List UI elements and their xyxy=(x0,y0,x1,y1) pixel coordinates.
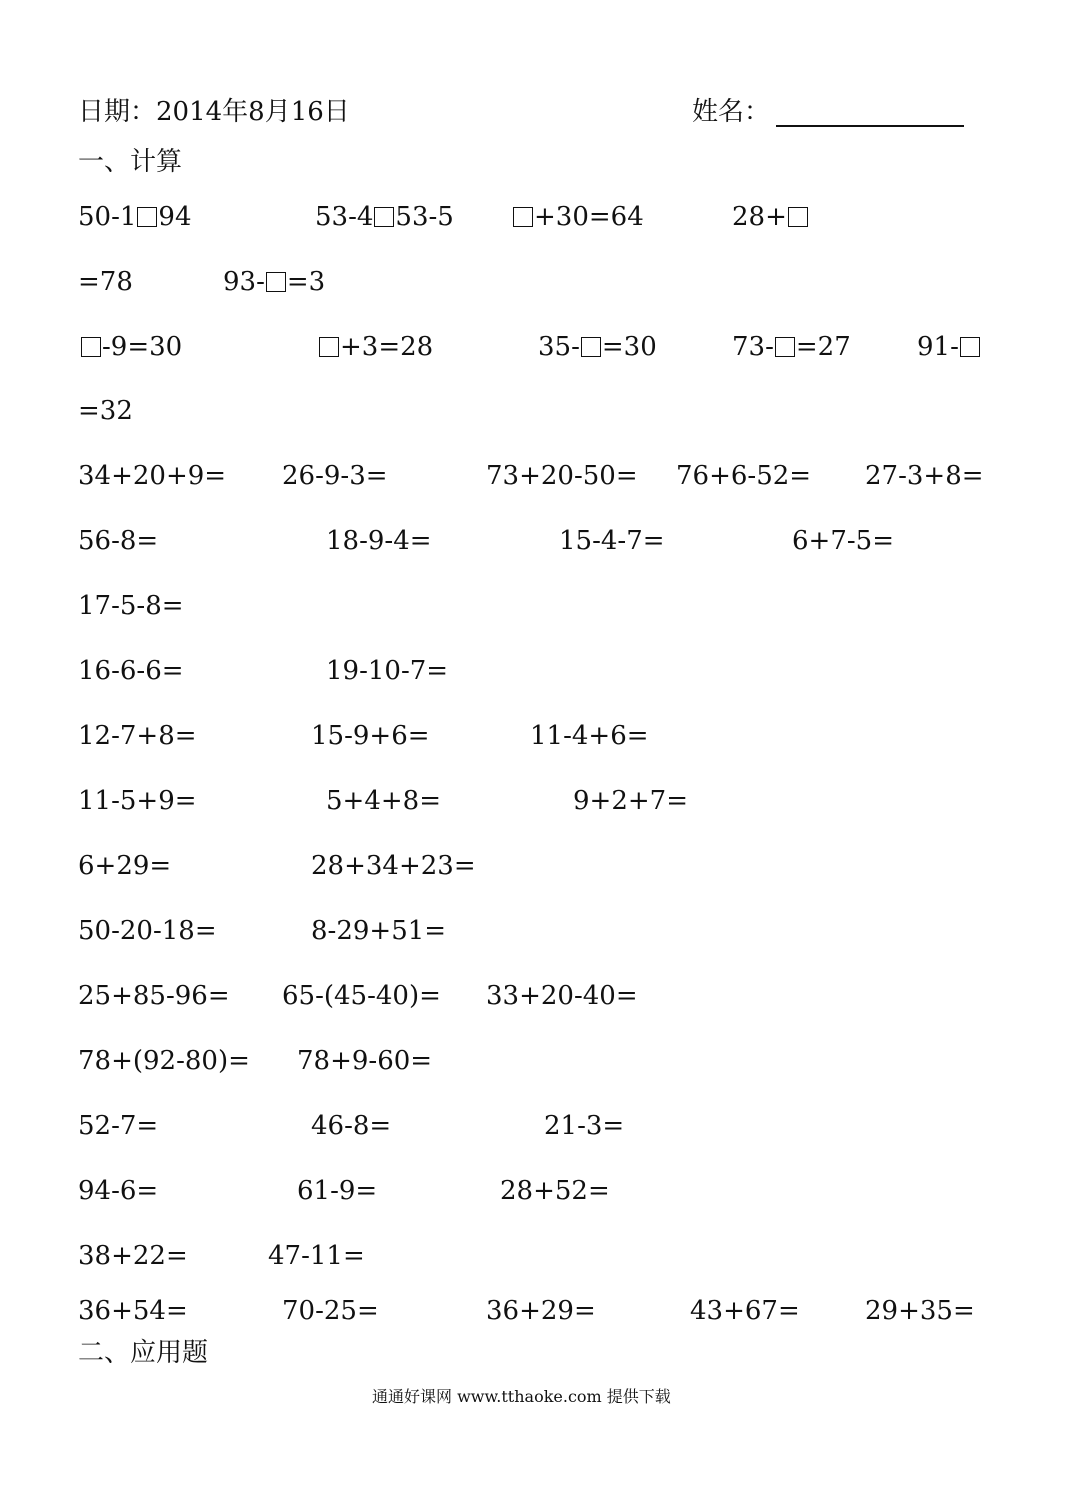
problem: 36+29= xyxy=(486,1296,596,1326)
problem: 27-3+8= xyxy=(865,461,984,491)
problem: 52-7= xyxy=(78,1111,159,1141)
problem-text: =27 xyxy=(795,332,851,362)
problem-text: 53-4 xyxy=(315,202,374,232)
problem-text: -9=30 xyxy=(102,332,183,362)
problem: 73+20-50= xyxy=(486,461,638,491)
problem: 43+67= xyxy=(690,1296,800,1326)
section-title-calculation: 一、计算 xyxy=(78,147,183,177)
problem: 50-20-18= xyxy=(78,916,217,946)
problem: 16-6-6= xyxy=(78,656,184,686)
answer-box[interactable] xyxy=(513,207,533,227)
problem: 29+35= xyxy=(865,1296,975,1326)
problem-text: 93- xyxy=(223,267,265,297)
problem-text: 50-1 xyxy=(78,202,137,232)
section-title-word-problems: 二、应用题 xyxy=(78,1338,209,1368)
problem: 46-8= xyxy=(311,1111,392,1141)
answer-box[interactable] xyxy=(266,272,286,292)
problem-text: 91- xyxy=(917,332,959,362)
problem: 5+4+8= xyxy=(326,786,441,816)
name-label: 姓名： xyxy=(692,97,771,127)
problem xyxy=(917,332,981,362)
answer-box[interactable] xyxy=(960,337,980,357)
problem: 19-10-7= xyxy=(326,656,449,686)
problem: 28+52= xyxy=(500,1176,610,1206)
problem xyxy=(78,202,192,232)
problem: 56-8= xyxy=(78,526,159,556)
problem-text: 28+ xyxy=(732,202,787,232)
problem: 28+34+23= xyxy=(311,851,476,881)
problem-text: 53-5 xyxy=(395,202,454,232)
problem: 6+7-5= xyxy=(792,526,894,556)
problem: 78+(92-80)= xyxy=(78,1046,250,1076)
problem-text: 94 xyxy=(158,202,192,232)
problem: 12-7+8= xyxy=(78,721,197,751)
footer-source: 通通好课网 www.tthaoke.com 提供下载 xyxy=(372,1387,671,1406)
problem: 11-4+6= xyxy=(530,721,649,751)
problem: 21-3= xyxy=(544,1111,625,1141)
problem: 94-6= xyxy=(78,1176,159,1206)
problem: 9+2+7= xyxy=(573,786,688,816)
problem: 36+54= xyxy=(78,1296,188,1326)
problem xyxy=(512,202,644,232)
problem-text: 35- xyxy=(538,332,580,362)
problem-text: =30 xyxy=(601,332,657,362)
problem: 70-25= xyxy=(282,1296,379,1326)
name-blank-line[interactable] xyxy=(776,125,964,127)
problem: 47-11= xyxy=(268,1241,365,1271)
problem: 18-9-4= xyxy=(326,526,432,556)
problem xyxy=(732,332,851,362)
problem: 17-5-8= xyxy=(78,591,184,621)
answer-box[interactable] xyxy=(581,337,601,357)
problem xyxy=(315,202,454,232)
problem: 38+22= xyxy=(78,1241,188,1271)
answer-box[interactable] xyxy=(319,337,339,357)
problem: 8-29+51= xyxy=(311,916,447,946)
date-line: 日期：2014年8月16日 xyxy=(78,97,350,127)
problem: 61-9= xyxy=(297,1176,378,1206)
problem-text: +30=64 xyxy=(534,202,644,232)
problem xyxy=(223,267,325,297)
problem: 76+6-52= xyxy=(676,461,812,491)
problem-text: =3 xyxy=(286,267,326,297)
answer-box[interactable] xyxy=(775,337,795,357)
problem: 33+20-40= xyxy=(486,981,638,1011)
problem: 26-9-3= xyxy=(282,461,388,491)
problem-text: +3=28 xyxy=(340,332,434,362)
problem xyxy=(80,332,182,362)
problem xyxy=(732,202,809,232)
problem xyxy=(318,332,433,362)
problem: 25+85-96= xyxy=(78,981,230,1011)
problem-continuation: =78 xyxy=(78,267,133,297)
problem-text: 73- xyxy=(732,332,774,362)
problem: 11-5+9= xyxy=(78,786,197,816)
answer-box[interactable] xyxy=(374,207,394,227)
problem: 6+29= xyxy=(78,851,172,881)
problem: 65-(45-40)= xyxy=(282,981,441,1011)
problem-continuation: =32 xyxy=(78,396,133,426)
problem: 15-9+6= xyxy=(311,721,430,751)
answer-box[interactable] xyxy=(81,337,101,357)
problem: 34+20+9= xyxy=(78,461,227,491)
answer-box[interactable] xyxy=(137,207,157,227)
answer-box[interactable] xyxy=(788,207,808,227)
problem xyxy=(538,332,657,362)
problem: 15-4-7= xyxy=(559,526,665,556)
problem: 78+9-60= xyxy=(297,1046,433,1076)
